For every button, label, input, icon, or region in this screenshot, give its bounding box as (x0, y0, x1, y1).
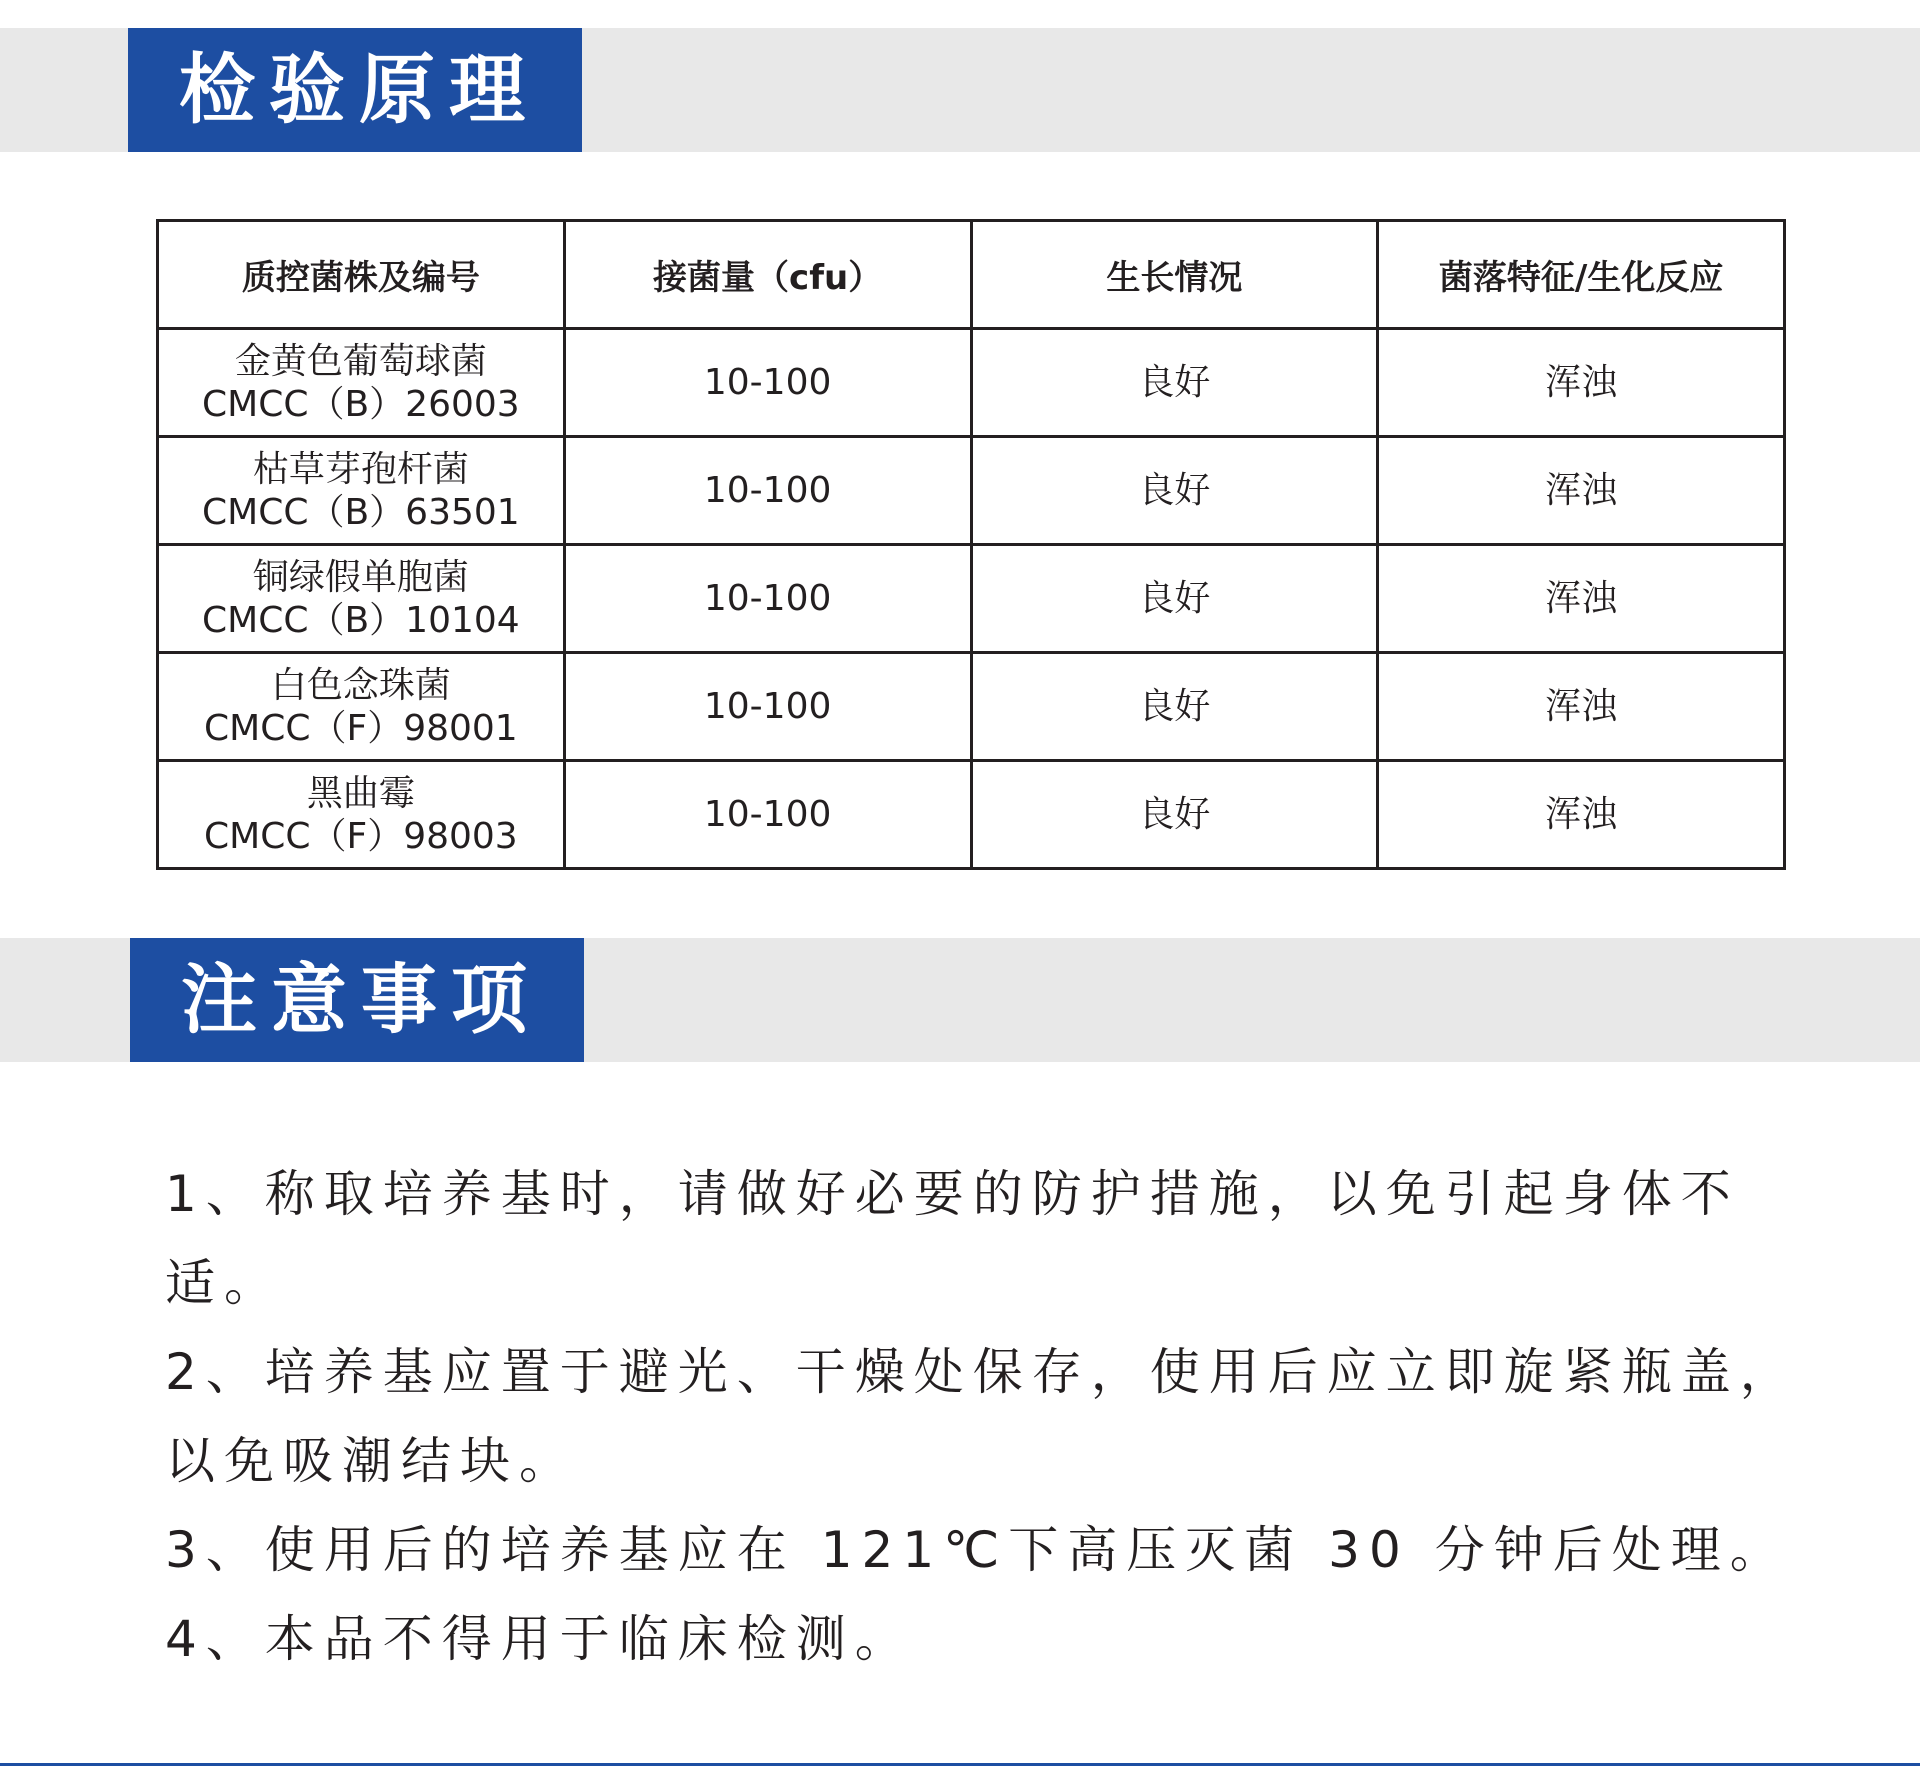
note-item: 2、培养基应置于避光、干燥处保存，使用后应立即旋紧瓶盖，以免吸潮结块。 (165, 1343, 1799, 1490)
strain-name: 白色念珠菌 (270, 664, 451, 706)
strain-name: 黑曲霉 (306, 772, 415, 814)
header-strain: 质控菌株及编号 (158, 221, 565, 329)
cell-strain (158, 329, 565, 437)
cell-inoculum: 10-100 (564, 545, 971, 653)
cell-feature: 浑浊 (1378, 653, 1785, 761)
table-row (158, 329, 1785, 437)
cell-growth: 良好 (971, 761, 1378, 869)
table-row (158, 761, 1785, 869)
table-row (158, 545, 1785, 653)
section-header-notes (0, 938, 1920, 1062)
cell-feature: 浑浊 (1378, 545, 1785, 653)
strain-code: CMCC（F）98001 (204, 707, 518, 749)
cell-inoculum: 10-100 (564, 437, 971, 545)
note-item: 1、称取培养基时，请做好必要的防护措施，以免引起身体不适。 (165, 1165, 1740, 1312)
section-header-principle (0, 28, 1920, 152)
cell-strain (158, 653, 565, 761)
strain-name: 枯草芽孢杆菌 (252, 448, 469, 490)
header-feature: 菌落特征/生化反应 (1378, 221, 1785, 329)
strain-code: CMCC（B）10104 (202, 599, 520, 641)
notes-list (165, 1150, 1825, 1684)
cell-inoculum: 10-100 (564, 329, 971, 437)
table-row (158, 437, 1785, 545)
section-title-notes: 注意事项 (130, 938, 584, 1062)
strain-name: 金黄色葡萄球菌 (234, 340, 487, 382)
table-row (158, 653, 1785, 761)
cell-inoculum: 10-100 (564, 653, 971, 761)
strain-code: CMCC（B）63501 (202, 491, 520, 533)
header-inoculum: 接菌量（cfu） (564, 221, 971, 329)
note-item: 4、本品不得用于临床检测。 (165, 1610, 914, 1668)
cell-strain (158, 437, 565, 545)
cell-growth: 良好 (971, 545, 1378, 653)
cell-growth: 良好 (971, 653, 1378, 761)
cell-growth: 良好 (971, 437, 1378, 545)
cell-feature: 浑浊 (1378, 329, 1785, 437)
note-item: 3、使用后的培养基应在 121℃下高压灭菌 30 分钟后处理。 (165, 1521, 1789, 1579)
header-growth: 生长情况 (971, 221, 1378, 329)
strain-code: CMCC（F）98003 (204, 815, 518, 857)
cell-strain (158, 761, 565, 869)
cell-feature: 浑浊 (1378, 437, 1785, 545)
cell-feature: 浑浊 (1378, 761, 1785, 869)
cell-inoculum: 10-100 (564, 761, 971, 869)
qc-strain-table (156, 219, 1786, 870)
cell-strain (158, 545, 565, 653)
strain-name: 铜绿假单胞菌 (252, 556, 469, 598)
table-header-row (158, 221, 1785, 329)
cell-growth: 良好 (971, 329, 1378, 437)
section-title-principle: 检验原理 (128, 28, 582, 152)
strain-code: CMCC（B）26003 (202, 383, 520, 425)
